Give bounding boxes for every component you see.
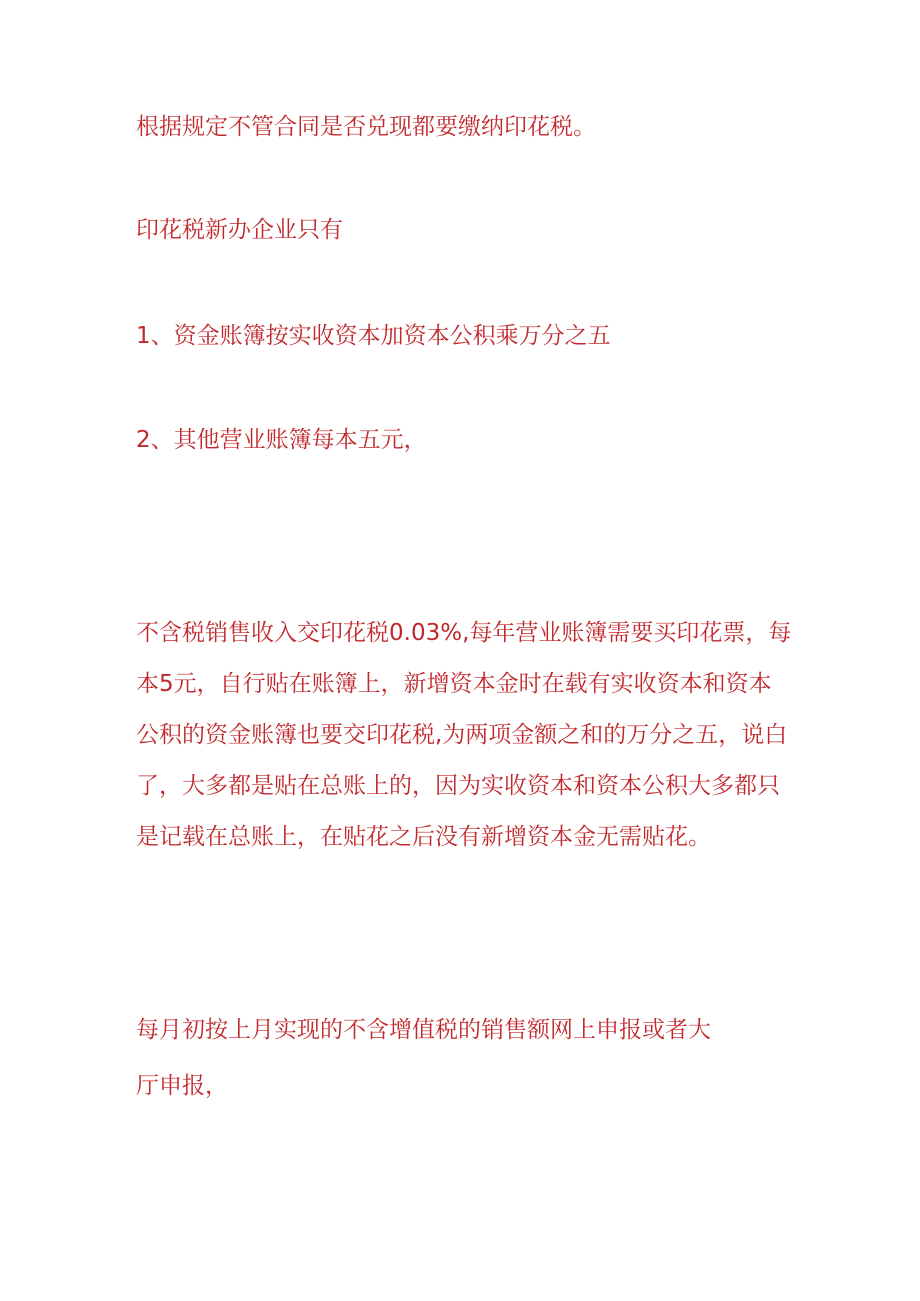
monthly-declaration-line-continued: 厅申报， bbox=[136, 1073, 228, 1099]
monthly-declaration-line: 每月初按上月实现的不含增值税的销售额网上申报或者大 bbox=[136, 1017, 711, 1043]
paragraph-line: 不含税销售收入交印花税0.03%,每年营业账簿需要买印花票，每 bbox=[136, 620, 792, 646]
paragraph-line: 公积的资金账簿也要交印花税,为两项金额之和的万分之五，说白 bbox=[136, 722, 788, 748]
paragraph-line: 本5元，自行贴在账簿上，新增资本金时在载有实收资本和资本 bbox=[136, 671, 772, 697]
list-item-other-books: 2、其他营业账簿每本五元， bbox=[136, 427, 427, 453]
new-enterprise-heading: 印花税新办企业只有 bbox=[136, 217, 343, 243]
list-item-capital-account: 1、资金账簿按实收资本加资本公积乘万分之五 bbox=[136, 323, 611, 349]
paragraph-line: 了，大多都是贴在总账上的，因为实收资本和资本公积大多都只 bbox=[136, 773, 780, 799]
stamp-tax-rule-line: 根据规定不管合同是否兑现都要缴纳印花税。 bbox=[136, 114, 596, 140]
stamp-tax-explanation-paragraph bbox=[136, 618, 796, 873]
paragraph-line: 是记载在总账上，在贴花之后没有新增资本金无需贴花。 bbox=[136, 824, 711, 850]
